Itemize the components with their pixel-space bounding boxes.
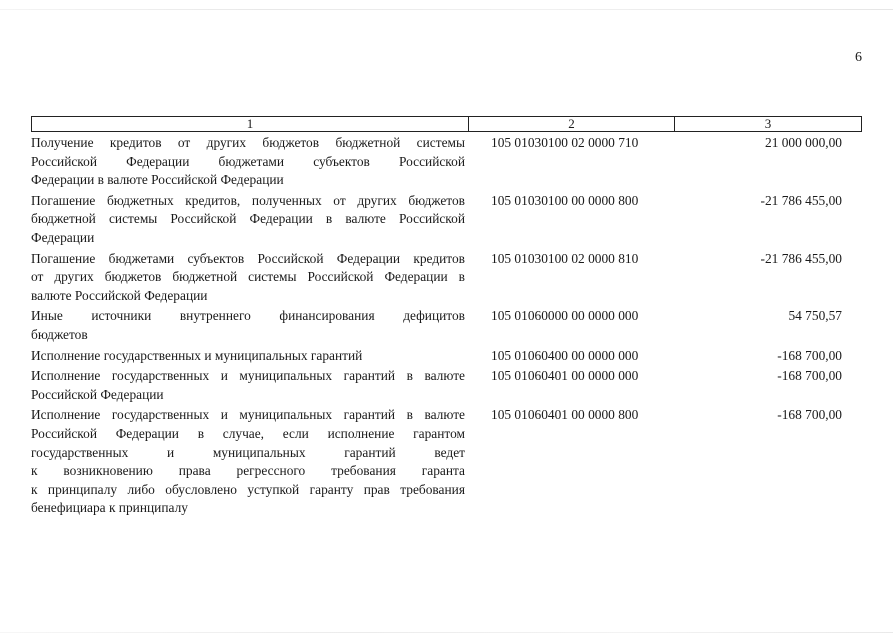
row-name-line: Погашение бюджетных кредитов, полученных от других бюджетов: [31, 192, 465, 208]
header-col-1: 1: [32, 117, 469, 131]
row-code: 105 01060000 00 0000 000: [491, 308, 639, 324]
row-name: [31, 192, 465, 248]
row-sum: -168 700,00: [777, 368, 842, 384]
table-row: [31, 367, 862, 404]
row-sum: -21 786 455,00: [760, 250, 842, 266]
table-header: [31, 116, 862, 132]
row-name-line: Исполнение государственных и муниципальных гарантий в валюте: [31, 407, 465, 423]
row-code: 105 01030100 00 0000 800: [491, 192, 639, 208]
table-row: [31, 406, 862, 518]
row-name: [31, 134, 465, 190]
scan-edge-top: [0, 9, 893, 10]
table-row: [31, 134, 862, 190]
scan-edge-bottom: [0, 632, 893, 633]
row-name-line: Получение кредитов от других бюджетов бюджетной системы: [31, 135, 465, 150]
row-name-line: Федерации: [31, 229, 95, 245]
row-code: 105 01060401 00 0000 000: [491, 368, 639, 384]
page-number: 6: [855, 50, 862, 65]
row-name: [31, 347, 465, 366]
row-name-line: бюджетной системы Российской Федерации в валюте Российской: [31, 211, 465, 227]
row-code: 105 01030100 02 0000 810: [491, 250, 639, 266]
row-sum: 21 000 000,00: [765, 135, 842, 150]
row-name-line: бенефициара к принципалу: [31, 500, 188, 516]
row-name-line: Погашение бюджетами субъектов Российской Федерации кредитов: [31, 250, 465, 266]
header-col-2: 2: [469, 117, 675, 131]
row-name-line: Иные источники внутреннего финансирования дефицитов: [31, 308, 465, 324]
row-name: [31, 367, 465, 404]
header-col-3: 3: [764, 116, 772, 131]
row-name: [31, 250, 465, 306]
row-name-line: Федерации в валюте Российской Федерации: [31, 172, 284, 188]
row-name: [31, 307, 465, 344]
row-name-line: от других бюджетов бюджетной системы Российской Федерации в: [31, 269, 465, 285]
row-name-line: бюджетов: [31, 326, 88, 342]
table-row: [31, 307, 862, 344]
row-sum: -168 700,00: [777, 347, 842, 363]
row-name-line: к возникновению права регрессного требования гаранта: [31, 463, 465, 479]
row-name-line: Исполнение государственных и муниципальных гарантий в валюте: [31, 368, 465, 384]
row-name-line: Российской Федерации: [31, 386, 164, 402]
row-code: 105 01030100 02 0000 710: [491, 135, 639, 150]
row-name-line: государственных и муниципальных гарантий ведет: [31, 444, 465, 460]
row-name-line: Российской Федерации в случае, если исполнение гарантом: [31, 425, 465, 441]
row-code: 105 01060401 00 0000 800: [491, 407, 639, 423]
row-name-line: Исполнение государственных и муниципальных гарантий: [31, 347, 363, 363]
table-row: [31, 347, 862, 366]
row-name-line: валюте Российской Федерации: [31, 287, 208, 303]
row-name-line: к принципалу либо обусловлено уступкой гаранту прав требования: [31, 481, 465, 497]
row-name-line: Российской Федерации бюджетами субъектов Российской: [31, 153, 465, 169]
row-code: 105 01060400 00 0000 000: [491, 347, 639, 363]
table-row: [31, 250, 862, 306]
row-sum: -168 700,00: [777, 407, 842, 423]
table-row: [31, 192, 862, 248]
row-name: [31, 406, 465, 518]
row-sum: 54 750,57: [788, 308, 842, 324]
row-sum: -21 786 455,00: [760, 192, 842, 208]
table-body: [31, 134, 862, 520]
